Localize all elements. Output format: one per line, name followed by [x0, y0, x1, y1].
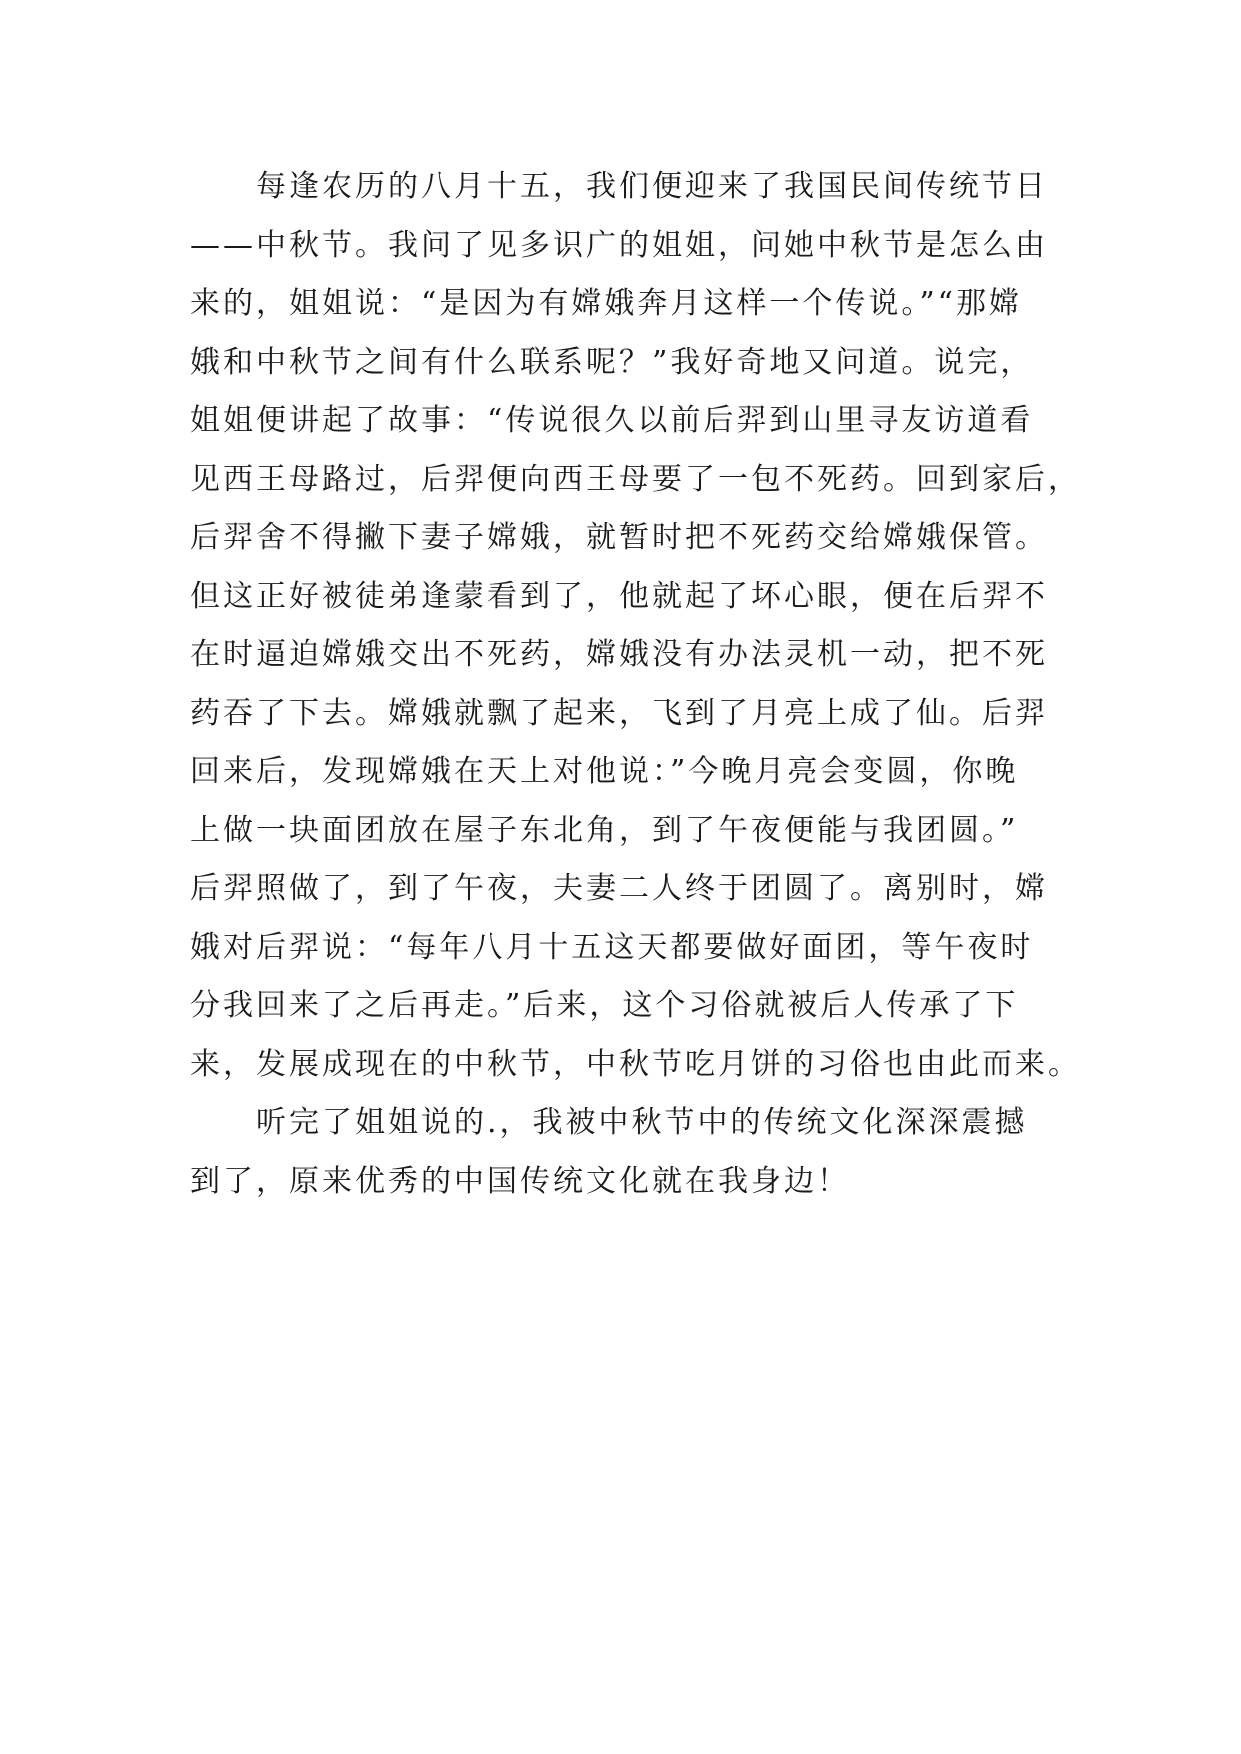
text-line: 但这正好被徒弟逢蒙看到了，他就起了坏心眼，便在后羿不	[190, 578, 1048, 614]
text-line: 上做一块面团放在屋子东北角，到了午夜便能与我团圆。”	[190, 812, 1019, 848]
text-line: 姐姐便讲起了故事：“传说很久以前后羿到山里寻友访道看	[190, 403, 1034, 438]
text-line: 来，发展成现在的中秋节，中秋节吃月饼的习俗也由此而来。	[190, 1046, 1081, 1082]
essay-body	[190, 158, 1081, 1211]
text-line: ——中秋节。我问了见多识广的姐姐，问她中秋节是怎么由	[190, 227, 1048, 263]
text-line: 听完了姐姐说的.，我被中秋节中的传统文化深深震撼	[256, 1105, 1028, 1140]
text-line: 见西王母路过，后羿便向西王母要了一包不死药。回到家后，	[190, 461, 1081, 497]
paragraph-2	[190, 1094, 1070, 1211]
text-line: 来的，姐姐说：“是因为有嫦娥奔月这样一个传说。”“那嫦	[190, 286, 1023, 321]
text-line: 到了，原来优秀的中国传统文化就在我身边！	[190, 1163, 850, 1199]
text-line: 分我回来了之后再走。”后来，这个习俗就被后人传承了下	[190, 988, 1019, 1023]
paragraph-1	[190, 158, 1081, 1094]
text-line: 每逢农历的八月十五，我们便迎来了我国民间传统节日	[256, 169, 1048, 204]
text-line: 药吞了下去。嫦娥就飘了起来，飞到了月亮上成了仙。后羿	[190, 695, 1048, 731]
text-line: 在时逼迫嫦娥交出不死药，嫦娥没有办法灵机一动，把不死	[190, 637, 1048, 672]
text-line: 回来后，发现嫦娥在天上对他说：”今晚月亮会变圆，你晚	[190, 754, 1019, 789]
text-line: 后羿照做了，到了午夜，夫妻二人终于团圆了。离别时，嫦	[190, 871, 1048, 906]
text-line: 娥对后羿说：“每年八月十五这天都要做好面团，等午夜时	[190, 929, 1034, 965]
text-line: 后羿舍不得撇下妻子嫦娥，就暂时把不死药交给嫦娥保管。	[190, 520, 1048, 555]
text-line: 娥和中秋节之间有什么联系呢？”我好奇地又问道。说完，	[190, 344, 1034, 380]
